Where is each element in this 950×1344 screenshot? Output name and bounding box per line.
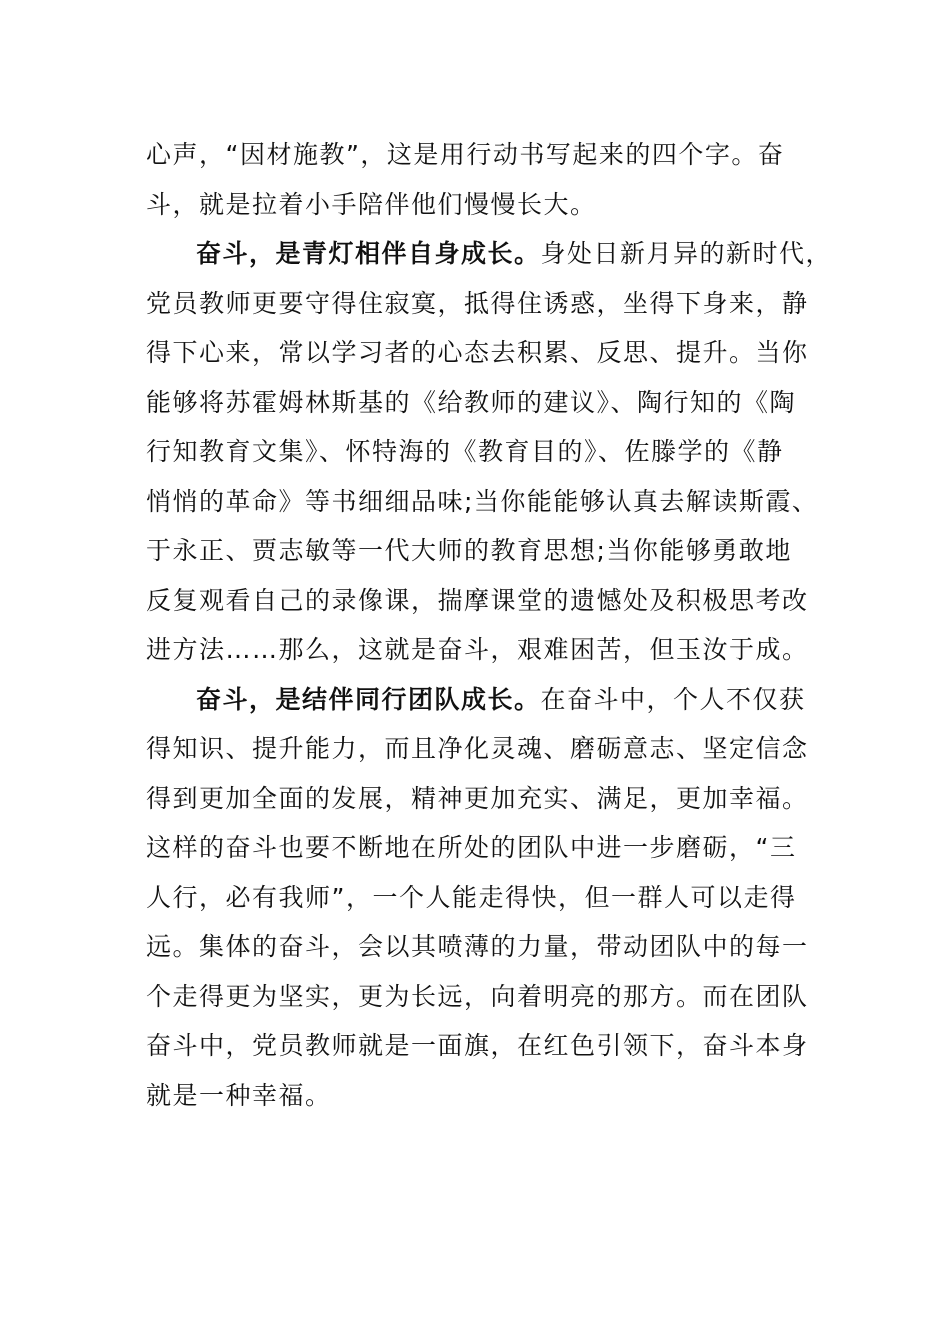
paragraph-heading: 奋斗，是结伴同行团队成长。: [196, 684, 541, 714]
text-line: [146, 1071, 796, 1121]
text-line: [146, 1021, 809, 1071]
text-line-content: 悄悄的革命》等书细细品味;当你能能够认真去解读斯霞、: [146, 486, 819, 516]
text-line-content: 得到更加全面的发展，精神更加充实、满足，更加幸福。: [146, 783, 809, 813]
text-line-content: 得知识、提升能力，而且净化灵魂、磨砺意志、坚定信念: [146, 734, 809, 763]
text-line: [146, 526, 796, 576]
text-line: [146, 873, 796, 923]
text-line: [146, 576, 809, 626]
text-line: [146, 378, 796, 428]
text-line-content: 人行，必有我师”，一个人能走得快，但一群人可以走得: [146, 882, 797, 912]
text-line: [146, 972, 809, 1022]
text-line-content: 奋斗中，党员教师就是一面旗，在红色引领下，奋斗本身: [146, 1031, 809, 1060]
text-line: [146, 328, 809, 378]
text-line: [146, 774, 809, 824]
paragraph-start-line: [146, 229, 833, 279]
text-line-content: 得下心来，常以学习者的心态去积累、反思、提升。当你: [146, 338, 809, 367]
paragraph-start-line: [146, 675, 806, 725]
text-line-content: 身处日新月异的新时代，: [540, 239, 833, 268]
text-line-content: 远。集体的奋斗，会以其喷薄的力量，带动团队中的每一: [146, 932, 809, 961]
text-line-content: 心声，“因材施教”，这是用行动书写起来的四个字。奋: [146, 140, 785, 169]
text-line: [146, 724, 809, 774]
text-line: [146, 823, 796, 873]
body-text: [146, 130, 833, 1120]
text-line: [146, 625, 809, 675]
text-line: [146, 279, 809, 329]
text-line-content: 行知教育文集》、怀特海的《教育目的》、佐滕学的《静: [146, 437, 784, 466]
text-line: [146, 477, 819, 527]
text-line-content: 能够将苏霍姆林斯基的《给教师的建议》、陶行知的《陶: [146, 387, 797, 417]
text-line-content: 就是一种幸福。: [146, 1080, 332, 1110]
text-line-content: 在奋斗中，个人不仅获: [540, 684, 806, 714]
text-line: [146, 130, 796, 180]
text-line-content: 反复观看自己的录像课，揣摩课堂的遗憾处及积极思考改: [146, 585, 809, 615]
text-line-content: 进方法……那么，这就是奋斗，艰难困苦，但玉汝于成。: [146, 635, 809, 664]
paragraph-heading: 奋斗，是青灯相伴自身成长。: [196, 239, 541, 268]
text-line-content: 这样的奋斗也要不断地在所处的团队中进一步磨砺，“三: [146, 833, 797, 862]
text-line: [146, 922, 809, 972]
text-line-content: 于永正、贾志敏等一代大师的教育思想;当你能够勇敢地: [146, 536, 792, 565]
text-line-content: 个走得更为坚实，更为长远，向着明亮的那方。而在团队: [146, 981, 809, 1011]
text-line: [146, 427, 796, 477]
text-line: [146, 180, 796, 230]
text-line-content: 斗，就是拉着小手陪伴他们慢慢长大。: [146, 189, 597, 219]
text-line-content: 党员教师更要守得住寂寞，抵得住诱惑，坐得下身来，静: [146, 288, 809, 318]
